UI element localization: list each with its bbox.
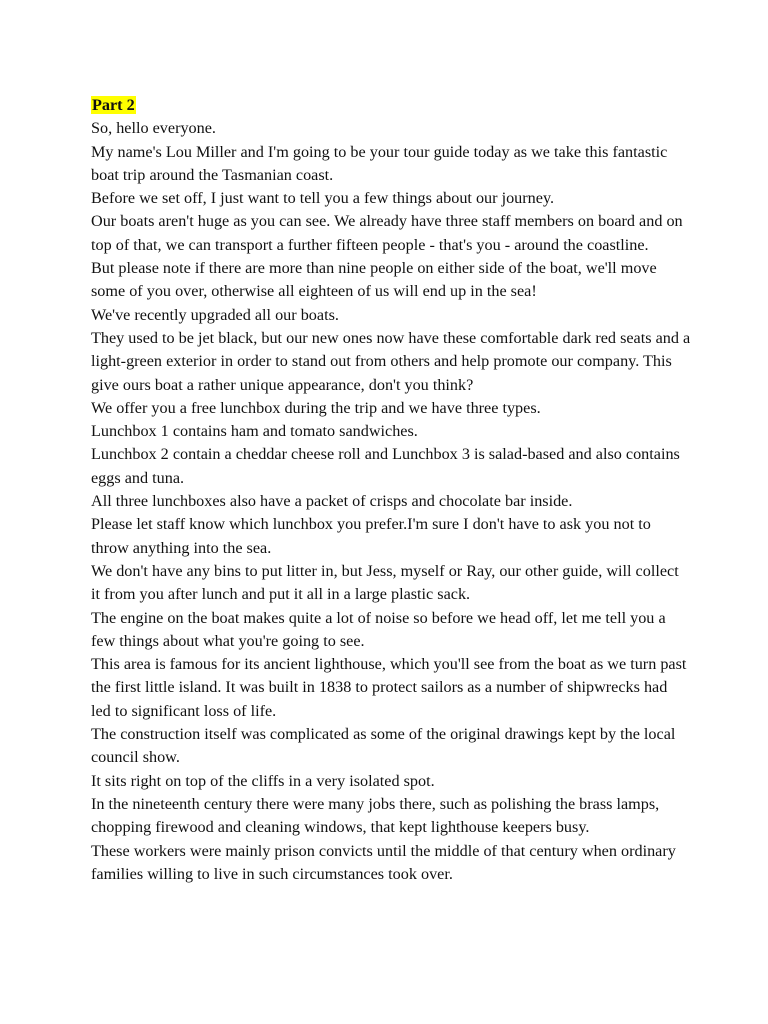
paragraph: We offer you a free lunchbox during the trip and we have three types. xyxy=(91,398,541,417)
paragraph: Lunchbox 2 contain a cheddar cheese roll and Lunchbox 3 is salad-based and also contains eggs and tuna. xyxy=(91,445,680,487)
document-body xyxy=(91,94,691,886)
paragraph: Please let staff know which lunchbox you prefer.I'm sure I don't have to ask you not to throw anything into the sea. xyxy=(91,515,651,557)
paragraph: But please note if there are more than nine people on either side of the boat, we'll move some of you over, otherwise all eighteen of us will end up in the sea! xyxy=(91,259,657,301)
heading-line xyxy=(91,94,691,117)
paragraph: All three lunchboxes also have a packet of crisps and chocolate bar inside. xyxy=(91,492,573,511)
paragraph: In the nineteenth century there were many jobs there, such as polishing the brass lamps, chopping firewood and cleaning windows, that kept lighthouse keepers busy. xyxy=(91,794,660,837)
paragraph: Before we set off, I just want to tell you a few things about our journey. xyxy=(91,189,555,208)
paragraph: They used to be jet black, but our new ones now have these comfortable dark red seats and a light-green exterior in order to stand out from others and help promote our company. This give ours boat a rather unique appearance, don't you think? xyxy=(91,328,691,394)
paragraph: Our boats aren't huge as you can see. We already have three staff members on board and on top of that, we can transport a further fifteen people - that's you - around the coastline. xyxy=(91,212,683,254)
paragraph: This area is famous for its ancient lighthouse, which you'll see from the boat as we turn past the first little island. It was built in 1838 to protect sailors as a number of shipwrecks had led to significant loss of life. xyxy=(91,655,687,720)
paragraph: These workers were mainly prison convicts until the middle of that century when ordinary families willing to live in such circumstances took over. xyxy=(91,841,676,883)
paragraph: The construction itself was complicated as some of the original drawings kept by the local council show. xyxy=(91,725,676,767)
paragraph: Lunchbox 1 contains ham and tomato sandwiches. xyxy=(91,422,418,441)
paragraph: It sits right on top of the cliffs in a very isolated spot. xyxy=(91,771,435,790)
paragraph: So, hello everyone. xyxy=(91,119,216,138)
paragraph: We've recently upgraded all our boats. xyxy=(91,305,339,324)
section-heading: Part 2 xyxy=(92,96,135,114)
paragraph: My name's Lou Miller and I'm going to be your tour guide today as we take this fantastic boat trip around the Tasmanian coast. xyxy=(91,142,668,184)
paragraph: We don't have any bins to put litter in, but Jess, myself or Ray, our other guide, will collect it from you after lunch and put it all in a large plastic sack. xyxy=(91,561,679,604)
paragraph: The engine on the boat makes quite a lot of noise so before we head off, let me tell you a few things about what you're going to see. xyxy=(91,608,666,650)
